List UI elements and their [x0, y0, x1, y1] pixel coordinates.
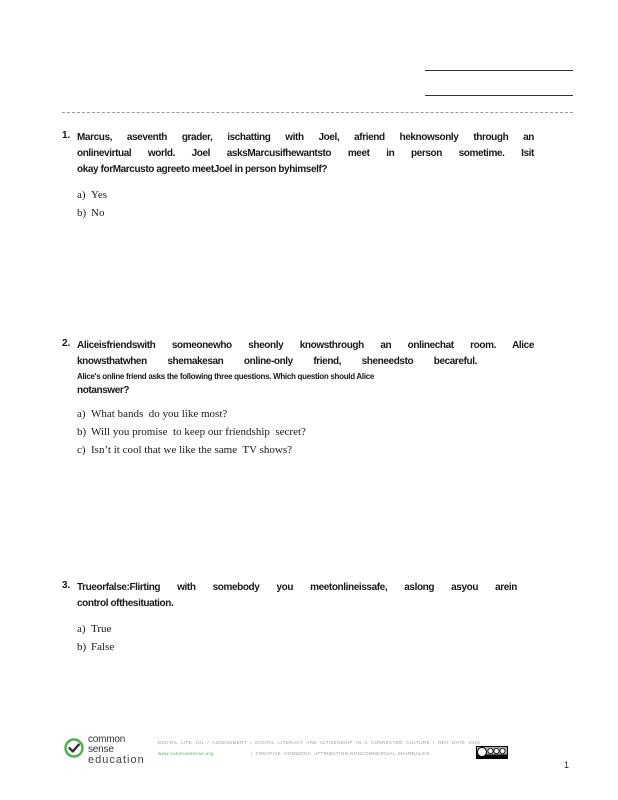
- question-line: knowsthatwhen shemakesan online-only friend, sheneedsto becareful.: [77, 356, 477, 367]
- option-letter: a): [77, 189, 86, 201]
- answer-option[interactable]: [77, 620, 534, 638]
- date-line: [425, 95, 573, 96]
- footer-meta: DIGITAL LIFE 101 / ASSESSMENT / DIGITAL LITERACY AND CITIZENSHIP IN A CONNECTED CULTURE / REV DATE 2015: [158, 740, 481, 745]
- logo-line: common: [88, 734, 126, 745]
- question-number: 3.: [62, 580, 71, 591]
- option-letter: b): [77, 207, 87, 219]
- logo-line: education: [88, 754, 145, 766]
- option-text: Will you promise to keep our friendship secret?: [91, 426, 306, 438]
- option-text: False: [91, 641, 115, 653]
- dashed-divider: [62, 112, 573, 113]
- question-line: notanswer?: [77, 385, 130, 396]
- question-text: [77, 580, 534, 612]
- question-line-small: Alice's online friend asks the following three questions. Which question should Alice: [77, 372, 375, 381]
- option-letter: b): [77, 426, 87, 438]
- question-text: [77, 338, 534, 399]
- option-letter: b): [77, 641, 87, 653]
- common-sense-education-logo: [62, 735, 152, 771]
- question-line: Marcus, aseventh grader, ischatting with Joel, afriend heknowsonly through an: [77, 132, 534, 143]
- question-line: onlinevirtual world. Joel asksMarcusifhewantsto meet in person sometime. Isit: [77, 148, 534, 159]
- question-number: 2.: [62, 338, 71, 349]
- logo-line: sense: [88, 744, 114, 755]
- question-line: okay forMarcusto agreeto meetJoel in person byhimself?: [77, 164, 328, 175]
- logo-wordmark: [88, 735, 145, 765]
- question-text: [77, 130, 534, 178]
- creative-commons-icon: [476, 746, 508, 759]
- name-line: [425, 70, 573, 71]
- question-1: [62, 130, 534, 222]
- page-number: 1: [564, 760, 570, 770]
- answer-options: [77, 405, 534, 459]
- question-line: Trueorfalse:Flirting with somebody you meetonlineissafe, aslong asyou arein: [77, 582, 517, 593]
- footer-url[interactable]: www.commonsense.org: [158, 751, 214, 756]
- answer-options: [77, 186, 534, 222]
- footer-license-row: [158, 751, 430, 756]
- answer-option[interactable]: [77, 441, 534, 459]
- question-number: 1.: [62, 130, 71, 141]
- footer-license: / CREATIVE COMMONS ATTRIBUTION-NONCOMMERCIAL-SHAREALIKE: [250, 751, 430, 756]
- option-text: No: [91, 207, 105, 219]
- page-footer: [62, 735, 573, 775]
- answer-option[interactable]: [77, 638, 534, 656]
- answer-option[interactable]: [77, 186, 534, 204]
- option-letter: a): [77, 408, 86, 420]
- checkmark-circle-icon: [64, 738, 84, 758]
- answer-option[interactable]: [77, 204, 534, 222]
- question-line: Aliceisfriendswith someonewho sheonly knowsthrough an onlinechat room. Alice: [77, 340, 534, 351]
- answer-option[interactable]: [77, 423, 534, 441]
- option-text: True: [91, 623, 112, 635]
- question-3: [62, 580, 534, 656]
- question-2: [62, 338, 534, 459]
- answer-option[interactable]: [77, 405, 534, 423]
- question-line: control ofthesituation.: [77, 598, 174, 609]
- option-letter: a): [77, 623, 86, 635]
- option-text: What bands do you like most?: [91, 408, 228, 420]
- answer-options: [77, 620, 534, 656]
- option-text: Isn’t it cool that we like the same TV shows?: [91, 444, 293, 456]
- option-text: Yes: [91, 189, 108, 201]
- option-letter: c): [77, 444, 86, 456]
